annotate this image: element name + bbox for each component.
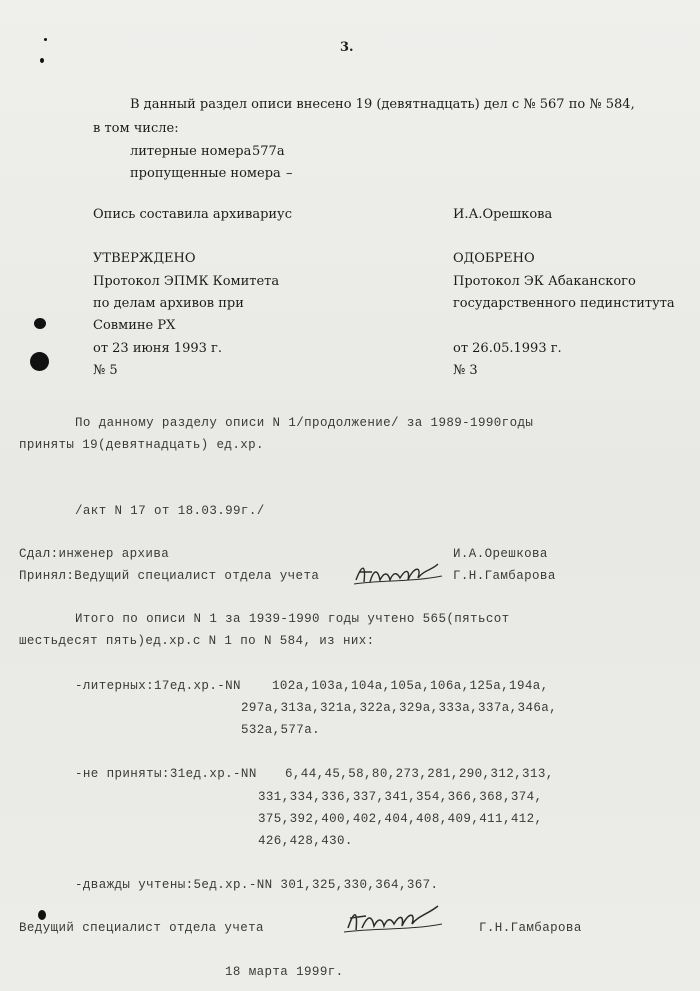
not-accepted-line: 6,44,45,58,80,273,281,290,312,313,	[285, 767, 554, 781]
counted-twice-line: -дважды учтены:5ед.хр.-NN 301,325,330,364,367.	[75, 878, 439, 892]
totals-line-2: шестьдесят пять)ед.хр.с N 1 по N 584, из них:	[19, 634, 375, 648]
missed-numbers-value: –	[286, 166, 293, 181]
not-accepted-line: 375,392,400,402,404,408,409,411,412,	[258, 812, 543, 826]
compiled-by-label: Опись составила архивариус	[93, 207, 292, 222]
footer-date: 18 марта 1999г.	[225, 965, 344, 979]
acceptance-line: По данному разделу описи N 1/продолжение/ за 1989-1990годы	[75, 416, 534, 430]
endorsed-date: от 26.05.1993 г.	[453, 341, 562, 356]
literal-items-line: 532а,577а.	[241, 723, 321, 737]
handed-name: И.А.Орешкова	[453, 547, 548, 561]
punch-hole-mark	[34, 318, 46, 329]
page-number: 3.	[340, 40, 354, 55]
intro-line: В данный раздел описи внесено 19 (девятнадцать) дел с № 567 по № 584,	[130, 97, 635, 112]
footer-signer-name: Г.Н.Гамбарова	[479, 921, 582, 935]
not-accepted-label: -не приняты:31ед.хр.-NN	[75, 767, 265, 781]
approved-line: по делам архивов при	[93, 296, 244, 311]
approved-number: № 5	[93, 363, 118, 378]
not-accepted-line: 426,428,430.	[258, 834, 353, 848]
received-name: Г.Н.Гамбарова	[453, 569, 556, 583]
scan-speck	[44, 38, 47, 41]
endorsed-number: № 3	[453, 363, 478, 378]
handed-label: Сдал:инженер архива	[19, 547, 170, 561]
scan-speck	[38, 910, 46, 920]
not-accepted-line: 331,334,336,337,341,354,366,368,374,	[258, 790, 543, 804]
approved-date: от 23 июня 1993 г.	[93, 341, 222, 356]
acceptance-line-2: приняты 19(девятнадцать) ед.хр.	[19, 438, 264, 452]
endorsed-title: ОДОБРЕНО	[453, 251, 535, 266]
compiled-by-name: И.А.Орешкова	[453, 207, 553, 222]
missed-numbers-label: пропущенные номера	[130, 166, 281, 181]
literal-items-line: 297а,313а,321а,322а,329а,333а,337а,346а,	[241, 701, 558, 715]
endorsed-line: Протокол ЭК Абаканского	[453, 274, 636, 289]
literal-numbers-label: литерные номера	[130, 144, 252, 159]
intro-line-2: в том числе:	[93, 121, 179, 136]
footer-signer-label: Ведущий специалист отдела учета	[19, 921, 264, 935]
signature-icon	[342, 904, 447, 936]
received-label: Принял:Ведущий специалист отдела учета	[19, 569, 320, 583]
totals-line: Итого по описи N 1 за 1939-1990 годы учтено 565(пятьсот	[75, 612, 510, 626]
approved-line: Совмине РХ	[93, 318, 176, 333]
literal-items-line: 102а,103а,104а,105а,106а,125а,194а,	[272, 679, 549, 693]
signature-icon	[352, 560, 447, 588]
scan-speck	[40, 58, 44, 63]
literal-items-label: -литерных:17ед.хр.-NN	[75, 679, 249, 693]
endorsed-line: государственного пединститута	[453, 296, 675, 311]
punch-hole-mark	[30, 352, 49, 371]
approved-title: УТВЕРЖДЕНО	[93, 251, 196, 266]
literal-numbers-value: 577а	[252, 144, 285, 159]
act-reference: /акт N 17 от 18.03.99г./	[75, 504, 265, 518]
approved-line: Протокол ЭПМК Комитета	[93, 274, 280, 289]
